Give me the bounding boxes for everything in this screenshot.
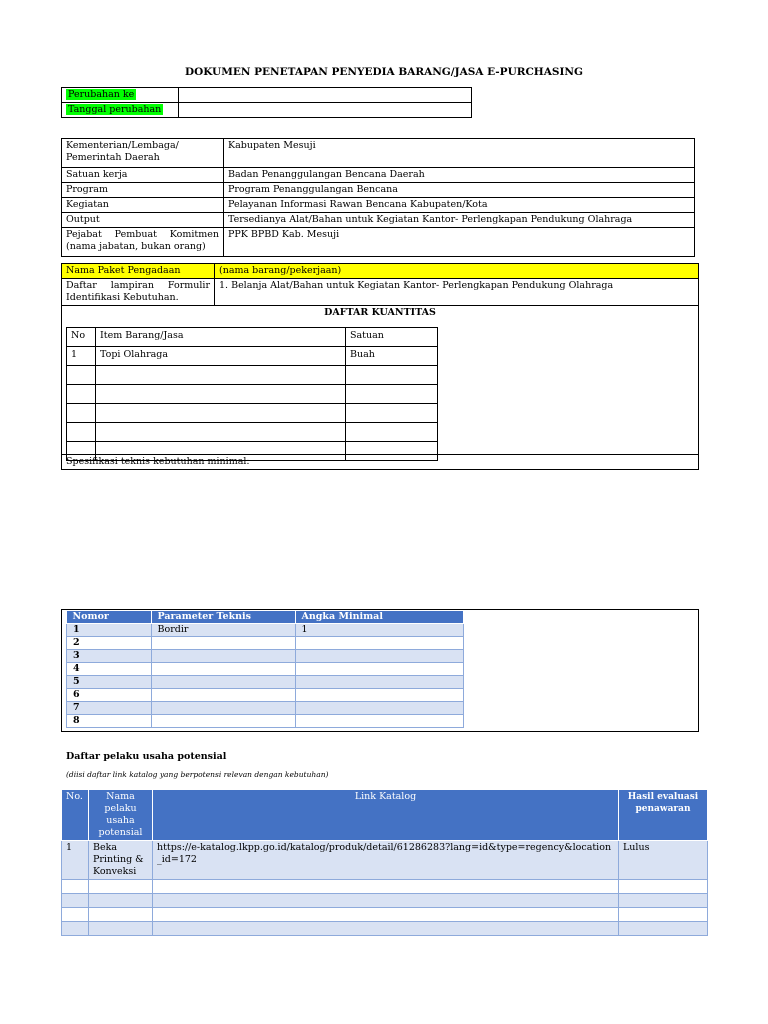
package-name-row — [62, 264, 698, 279]
date-label: Tanggal perubahan — [68, 104, 162, 115]
quantity-cell — [96, 385, 346, 404]
parameters-cell — [151, 715, 295, 728]
quantity-row — [67, 423, 438, 442]
date-value[interactable] — [179, 103, 472, 118]
vendors-row — [62, 894, 708, 908]
vendors-heading: Daftar pelaku usaha potensial — [66, 751, 227, 762]
quantity-table — [66, 327, 438, 461]
parameters-cell — [151, 663, 295, 676]
info-label: Kegiatan — [62, 198, 224, 213]
info-row — [62, 213, 695, 228]
info-row — [62, 168, 695, 183]
parameters-cell: 5 — [67, 676, 152, 689]
vendors-row — [62, 922, 708, 936]
vendors-row — [62, 880, 708, 894]
parameters-cell — [295, 637, 464, 650]
parameters-cell: 1 — [67, 624, 152, 637]
change-label: Perubahan ke — [68, 89, 135, 100]
quantity-cell — [96, 366, 346, 385]
parameters-cell — [151, 676, 295, 689]
package-name-label: Nama Paket Pengadaan — [62, 264, 215, 278]
parameters-row — [67, 689, 464, 702]
vendors-cell — [153, 880, 619, 894]
package-attach-row — [62, 279, 698, 306]
parameters-cell: 3 — [67, 650, 152, 663]
vendors-header-row — [62, 790, 708, 841]
parameters-cell — [295, 702, 464, 715]
parameters-cell: 8 — [67, 715, 152, 728]
vendors-cell — [619, 880, 708, 894]
info-table — [61, 138, 695, 257]
quantity-cell — [67, 423, 96, 442]
info-label: Program — [62, 183, 224, 198]
info-row — [62, 228, 695, 257]
parameters-row — [67, 624, 464, 637]
vendors-table — [61, 789, 708, 936]
info-value: Kabupaten Mesuji — [224, 139, 695, 168]
package-box — [61, 263, 699, 470]
parameters-row — [67, 650, 464, 663]
package-attach-label: Daftar lampiran Formulir Identifikasi Kebutuhan. — [62, 279, 215, 305]
revision-table — [61, 87, 472, 118]
parameters-cell — [151, 702, 295, 715]
info-row — [62, 183, 695, 198]
parameters-row — [67, 676, 464, 689]
parameters-row — [67, 663, 464, 676]
quantity-cell: Buah — [346, 347, 438, 366]
parameters-cell — [295, 676, 464, 689]
vendors-cell — [619, 894, 708, 908]
vendors-cell — [89, 880, 153, 894]
quantity-cell — [96, 404, 346, 423]
vendors-cell — [62, 922, 89, 936]
vendors-cell — [619, 908, 708, 922]
parameters-header-row — [67, 611, 464, 624]
vendors-cell: Lulus — [619, 841, 708, 880]
package-name-value: (nama barang/pekerjaan) — [219, 265, 342, 276]
info-value: Pelayanan Informasi Rawan Bencana Kabupaten/Kota — [224, 198, 695, 213]
quantity-cell — [96, 423, 346, 442]
catalog-link[interactable]: https://e-katalog.lkpp.go.id/katalog/produk/detail/61286283?lang=id&type=regency&location_id=172 — [153, 841, 619, 880]
quantity-row — [67, 347, 438, 366]
revision-row-change — [62, 88, 472, 103]
vendors-header: Hasil evaluasi penawaran — [619, 790, 708, 841]
vendors-cell — [153, 922, 619, 936]
parameters-box — [61, 609, 699, 732]
parameters-cell: 2 — [67, 637, 152, 650]
quantity-row — [67, 385, 438, 404]
document-title: DOKUMEN PENETAPAN PENYEDIA BARANG/JASA E-PURCHASING — [185, 66, 583, 78]
parameters-header: Angka Minimal — [295, 611, 464, 624]
info-row — [62, 198, 695, 213]
parameters-cell: 4 — [67, 663, 152, 676]
quantity-cell — [67, 366, 96, 385]
vendors-cell: 1 — [62, 841, 89, 880]
parameters-cell — [295, 650, 464, 663]
quantity-header: Item Barang/Jasa — [96, 328, 346, 347]
change-value[interactable] — [179, 88, 472, 103]
parameters-cell — [295, 689, 464, 702]
parameters-cell: 1 — [295, 624, 464, 637]
parameters-cell — [295, 715, 464, 728]
quantity-cell — [346, 404, 438, 423]
quantity-cell — [67, 385, 96, 404]
vendors-row — [62, 841, 708, 880]
quantity-title: DAFTAR KUANTITAS — [324, 307, 436, 318]
parameters-cell — [151, 650, 295, 663]
parameters-header: Nomor — [67, 611, 152, 624]
quantity-header: No — [67, 328, 96, 347]
parameters-table — [66, 611, 464, 728]
vendors-cell — [153, 908, 619, 922]
vendors-cell — [89, 908, 153, 922]
parameters-header: Parameter Teknis — [151, 611, 295, 624]
vendors-cell — [89, 894, 153, 908]
info-label: Output — [62, 213, 224, 228]
vendors-row — [62, 908, 708, 922]
parameters-row — [67, 702, 464, 715]
package-attach-value: 1. Belanja Alat/Bahan untuk Kegiatan Kantor- Perlengkapan Pendukung Olahraga — [219, 280, 614, 291]
parameters-cell: 6 — [67, 689, 152, 702]
quantity-cell: Topi Olahraga — [96, 347, 346, 366]
quantity-header-row — [67, 328, 438, 347]
vendors-header: No. — [62, 790, 89, 841]
quantity-cell — [67, 404, 96, 423]
quantity-row — [67, 404, 438, 423]
spec-label: Spesifikasi teknis kebutuhan minimal: — [62, 454, 698, 469]
vendors-header: Nama pelaku usaha potensial — [89, 790, 153, 841]
vendors-cell — [89, 922, 153, 936]
quantity-cell — [346, 423, 438, 442]
info-label: Satuan kerja — [62, 168, 224, 183]
revision-row-date — [62, 103, 472, 118]
parameters-cell: 7 — [67, 702, 152, 715]
parameters-row — [67, 637, 464, 650]
quantity-header: Satuan — [346, 328, 438, 347]
vendors-cell — [619, 922, 708, 936]
vendors-cell — [62, 880, 89, 894]
vendors-header: Link Katalog — [153, 790, 619, 841]
parameters-cell — [151, 689, 295, 702]
info-value: Tersedianya Alat/Bahan untuk Kegiatan Kantor- Perlengkapan Pendukung Olahraga — [224, 213, 695, 228]
info-value: PPK BPBD Kab. Mesuji — [224, 228, 695, 257]
vendors-note: (diisi daftar link katalog yang berpotensi relevan dengan kebutuhan) — [66, 770, 329, 779]
vendors-cell — [62, 894, 89, 908]
vendors-cell — [153, 894, 619, 908]
parameters-cell — [151, 637, 295, 650]
info-value: Badan Penanggulangan Bencana Daerah — [224, 168, 695, 183]
vendors-cell: Beka Printing & Konveksi — [89, 841, 153, 880]
vendors-cell — [62, 908, 89, 922]
quantity-cell — [346, 366, 438, 385]
info-label: Kementerian/Lembaga/ Pemerintah Daerah — [62, 139, 224, 168]
parameters-cell: Bordir — [151, 624, 295, 637]
parameters-row — [67, 715, 464, 728]
quantity-row — [67, 366, 438, 385]
info-label: Pejabat Pembuat Komitmen (nama jabatan, bukan orang) — [62, 228, 224, 257]
parameters-cell — [295, 663, 464, 676]
quantity-cell — [346, 385, 438, 404]
info-value: Program Penanggulangan Bencana — [224, 183, 695, 198]
info-row — [62, 139, 695, 168]
quantity-cell: 1 — [67, 347, 96, 366]
